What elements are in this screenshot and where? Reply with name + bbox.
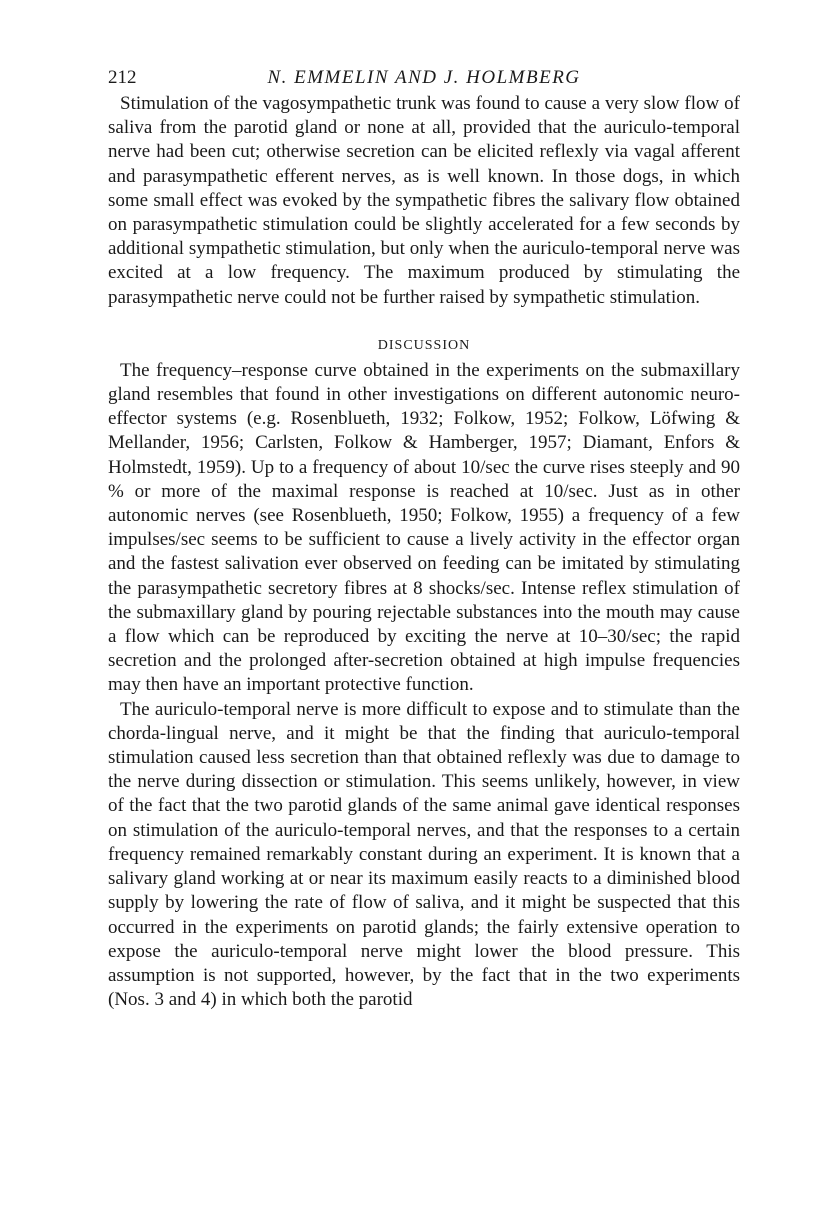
- page-header: [108, 66, 740, 90]
- body-paragraph: The auriculo-temporal nerve is more difficult to expose and to stimulate than the chorda-lingual nerve, and it might be that the finding that auriculo-temporal stimulation caused less secretion than that obtained reflexly was due to damage to the nerve during dissection or stimulation. This seems unlikely, however, in view of the fact that the two parotid glands of the same animal gave identical responses on stimulation of the auriculo-temporal nerves, and that the responses to a certain frequency remained remarkably constant during an experiment. It is known that a salivary gland working at or near its maximum easily reacts to a diminished blood supply by lowering the rate of flow of saliva, and it might be suspected that this occurred in the experiments on parotid glands; the fairly extensive operation to expose the auriculo-temporal nerve might lower the blood pressure. This assumption is not supported, however, by the fact that in the two experiments (Nos. 3 and 4) in which both the parotid: [108, 698, 740, 1011]
- journal-page: [108, 66, 740, 1012]
- page-number: 212: [108, 67, 137, 88]
- running-head: N. EMMELIN AND J. HOLMBERG: [267, 67, 581, 88]
- body-paragraph: The frequency–response curve obtained in the experiments on the submaxillary gland resembles that found in other investigations on different autonomic neuro-effector systems (e.g. Rosenblueth, 1932; Folkow, 1952; Folkow, Löfwing & Mellander, 1956; Carlsten, Folkow & Hamberger, 1957; Diamant, Enfors & Holmstedt, 1959). Up to a frequency of about 10/sec the curve rises steeply and 90 % or more of the maximal response is reached at 10/sec. Just as in other autonomic nerves (see Rosenblueth, 1950; Folkow, 1955) a frequency of a few impulses/sec seems to be sufficient to cause a lively activity in the effector organ and the fastest salivation ever observed on feeding can be imitated by stimulating the parasympathetic secretory fibres at 8 shocks/sec. Intense reflex stimulation of the submaxillary gland by pouring rejectable substances into the mouth may cause a flow which can be reproduced by exciting the nerve at 10–30/sec; the rapid secretion and the prolonged after-secretion obtained at high impulse frequencies may then have an important protective function.: [108, 359, 740, 696]
- section-heading: DISCUSSION: [377, 337, 471, 353]
- body-paragraph: Stimulation of the vagosympathetic trunk was found to cause a very slow flow of saliva from the parotid gland or none at all, provided that the auriculo-temporal nerve had been cut; otherwise secretion can be elicited reflexly via vagal afferent and parasympathetic efferent nerves, as is well known. In those dogs, in which some small effect was evoked by the sympathetic fibres the salivary flow obtained on parasympathetic stimulation could be slightly accelerated for a few seconds by additional sympathetic stimulation, but only when the auriculo-temporal nerve was excited at a low frequency. The maximum produced by stimulating the parasympathetic nerve could not be further raised by sympathetic stimulation.: [108, 93, 740, 308]
